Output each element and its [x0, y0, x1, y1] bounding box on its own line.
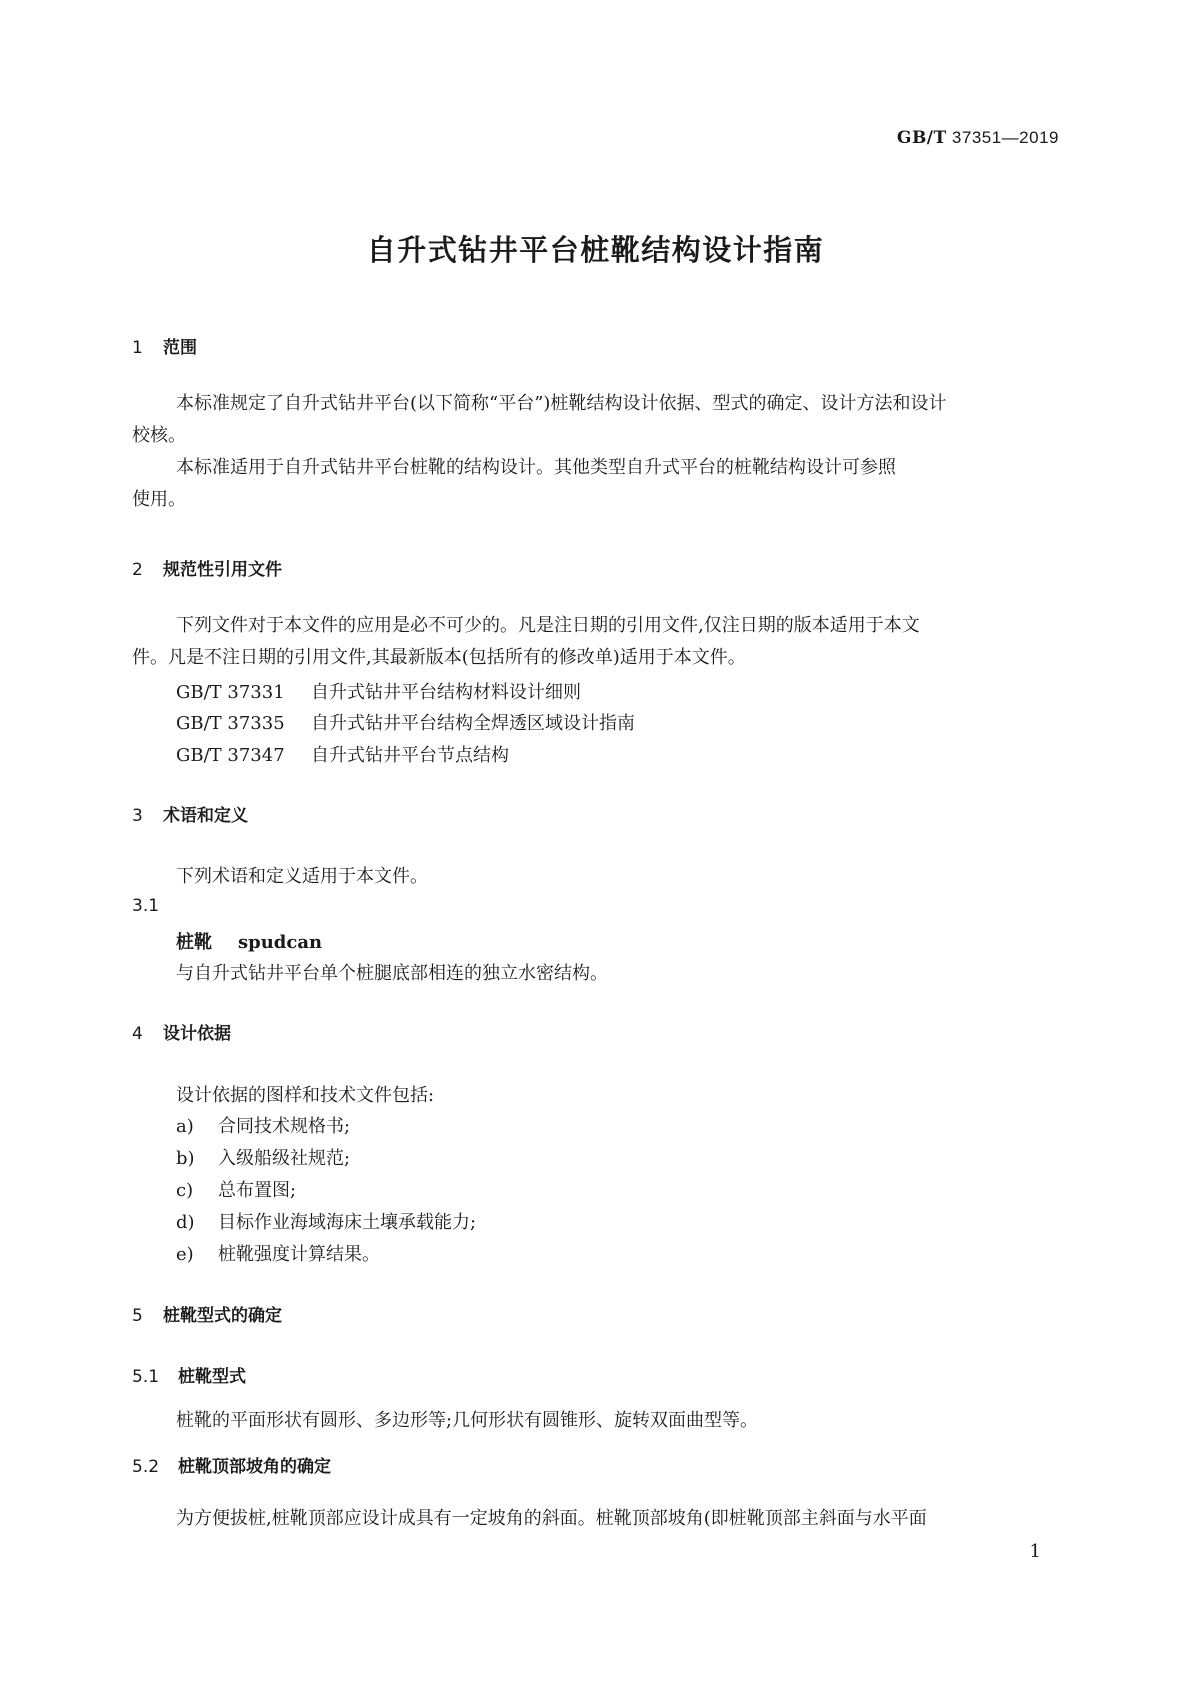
- section-number: 1: [132, 338, 143, 358]
- list-label: b): [176, 1148, 195, 1169]
- subsection-number: 5.2: [132, 1457, 160, 1477]
- term-entry: [176, 928, 322, 954]
- standard-number: [897, 128, 1059, 148]
- section-number: 4: [132, 1024, 143, 1044]
- reference-title: 自升式钻井平台节点结构: [311, 745, 509, 766]
- standard-prefix: GB/T: [896, 128, 947, 148]
- subsection-5-1-text: 桩靴的平面形状有圆形、多边形等;几何形状有圆锥形、旋转双面曲型等。: [176, 1410, 759, 1431]
- section-title: 桩靴型式的确定: [163, 1306, 282, 1326]
- subsection-5-1-heading: [132, 1362, 246, 1387]
- paragraph-line: 本标准规定了自升式钻井平台(以下简称“平台”)桩靴结构设计依据、型式的确定、设计方法和设计: [176, 393, 947, 414]
- paragraph-line: 本标准适用于自升式钻井平台桩靴的结构设计。其他类型自升式平台的桩靴结构设计可参照: [176, 457, 896, 478]
- subsection-number: 5.1: [132, 1367, 160, 1387]
- section-number: 5: [132, 1306, 143, 1326]
- list-item: [176, 1144, 350, 1170]
- section-title: 规范性引用文件: [163, 560, 282, 580]
- subsection-5-2-heading: [132, 1452, 331, 1477]
- paragraph-line: 件。凡是不注日期的引用文件,其最新版本(包括所有的修改单)适用于本文件。: [132, 647, 746, 668]
- list-text: 入级船级社规范;: [218, 1148, 351, 1169]
- section-3-intro: 下列术语和定义适用于本文件。: [176, 866, 428, 887]
- paragraph-line: 使用。: [132, 489, 186, 510]
- reference-title: 自升式钻井平台结构全焊透区域设计指南: [311, 713, 635, 734]
- reference-code: GB/T 37331: [176, 682, 285, 703]
- section-title: 设计依据: [163, 1024, 231, 1044]
- term-definition: 与自升式钻井平台单个桩腿底部相连的独立水密结构。: [176, 963, 608, 984]
- paragraph-line: 校核。: [132, 425, 186, 446]
- list-text: 目标作业海域海床土壤承载能力;: [218, 1212, 477, 1233]
- section-4-heading: [132, 1019, 231, 1044]
- section-title: 术语和定义: [163, 806, 248, 826]
- list-text: 合同技术规格书;: [218, 1116, 351, 1137]
- section-1-paragraph-1: [132, 388, 1054, 452]
- section-4-intro: 设计依据的图样和技术文件包括:: [176, 1085, 435, 1106]
- list-item: [176, 1240, 380, 1266]
- section-3-heading: [132, 801, 248, 826]
- reference-title: 自升式钻井平台结构材料设计细则: [311, 682, 581, 703]
- normative-reference: [176, 709, 635, 735]
- section-2-paragraph-1: [132, 610, 1054, 674]
- section-number: 3: [132, 806, 143, 826]
- list-label: d): [176, 1212, 195, 1233]
- list-label: c): [176, 1180, 194, 1201]
- page-number: 1: [1029, 1541, 1041, 1562]
- subsection-5-2-text: 为方便拔桩,桩靴顶部应设计成具有一定坡角的斜面。桩靴顶部坡角(即桩靴顶部主斜面与水平面: [176, 1508, 927, 1529]
- section-title: 范围: [163, 338, 197, 358]
- list-label: e): [176, 1244, 194, 1265]
- list-item: [176, 1176, 296, 1202]
- section-1-heading: [132, 333, 197, 358]
- list-item: [176, 1208, 476, 1234]
- normative-reference: [176, 678, 581, 704]
- normative-reference: [176, 741, 509, 767]
- subsection-title: 桩靴型式: [178, 1367, 246, 1387]
- term-chinese: 桩靴: [176, 932, 212, 953]
- list-text: 总布置图;: [218, 1180, 297, 1201]
- term-english: spudcan: [238, 932, 323, 953]
- reference-code: GB/T 37347: [176, 745, 285, 766]
- list-label: a): [176, 1116, 194, 1137]
- reference-code: GB/T 37335: [176, 713, 285, 734]
- section-1-paragraph-2: [132, 452, 1054, 516]
- standard-code: 37351—2019: [951, 128, 1059, 147]
- list-item: [176, 1112, 350, 1138]
- term-number: 3.1: [132, 896, 160, 916]
- section-2-heading: [132, 555, 282, 580]
- section-number: 2: [132, 560, 143, 580]
- list-text: 桩靴强度计算结果。: [218, 1244, 380, 1265]
- section-5-heading: [132, 1301, 282, 1326]
- subsection-title: 桩靴顶部坡角的确定: [178, 1457, 331, 1477]
- paragraph-line: 下列文件对于本文件的应用是必不可少的。凡是注日期的引用文件,仅注日期的版本适用于本文: [176, 615, 920, 636]
- document-title: 自升式钻井平台桩靴结构设计指南: [366, 233, 825, 267]
